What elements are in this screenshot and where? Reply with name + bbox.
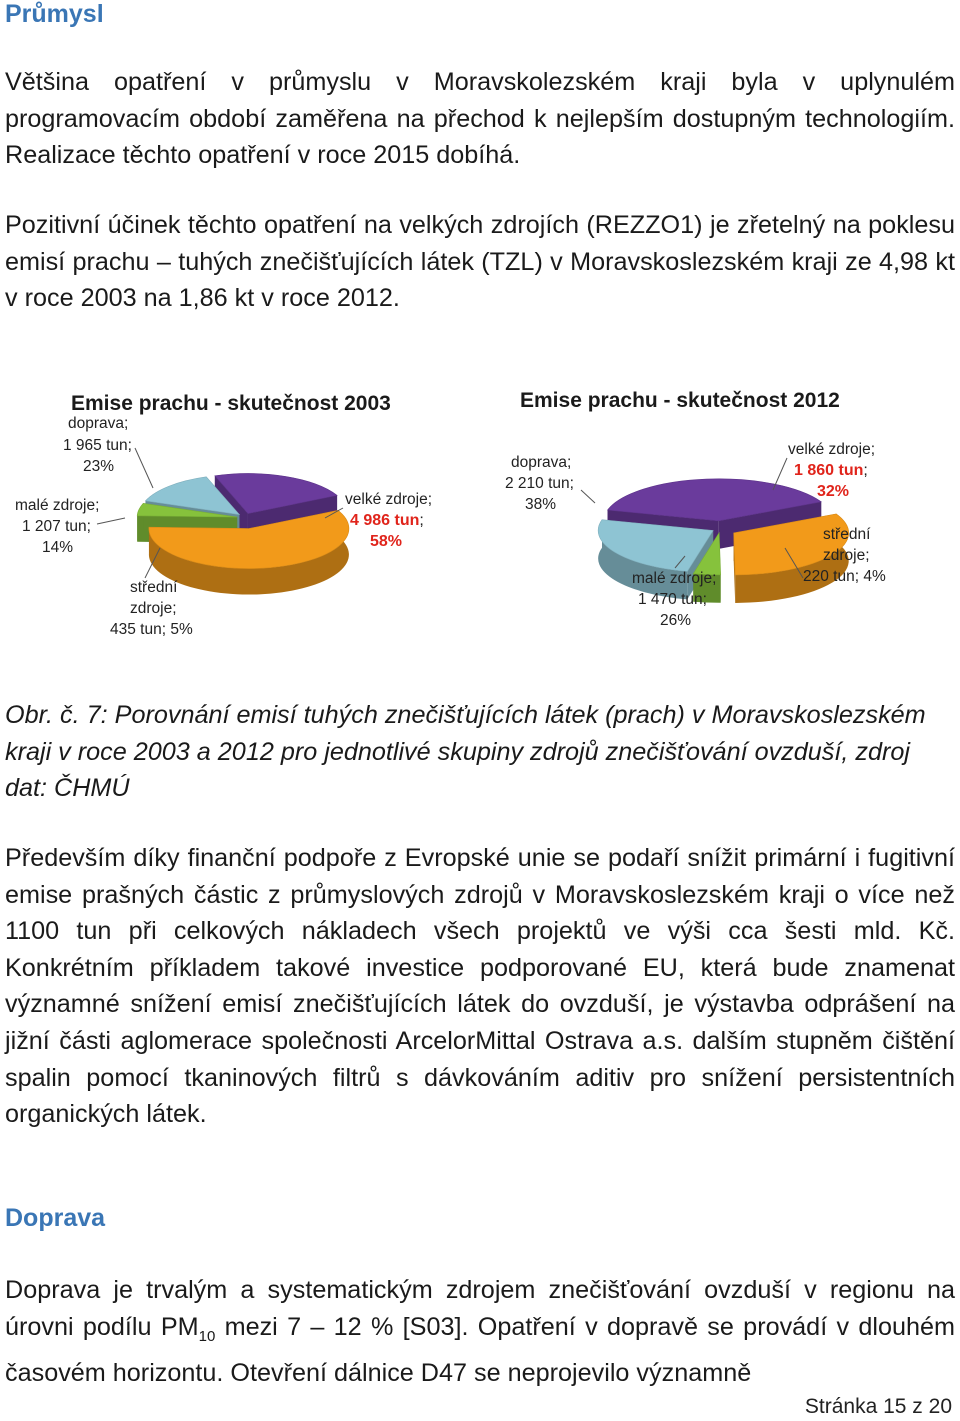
paragraph-eu-support: Především díky finanční podpoře z Evropské unie se podaří snížit primární i fugitivní emise prašných částic z průmyslových zdrojů v Moravskoslezském kraji o více než 1100 tun při celkových nákladech všech projektů ve výši cca šesti mld. Kč. Konkrétním příkladem takové investice podporované EU, která bude znamenat významné snížení emisí znečišťujících látek do ovzduší, je výstavba odprášení na jižní části aglomerace společnosti ArcelorMittal Ostrava a.s. dalším stupněm čištění spalin pomocí tkaninových filtrů s dávkováním aditiv pro snížení persistentních organických látek. [5,844,955,1129]
slice-label-text: střední [130,579,178,596]
slice-label-text: 220 tun; 4% [803,568,886,585]
slice-label-text: 435 tun; 5% [110,621,193,638]
slice-label-text: 1 207 tun; [22,518,91,535]
figure-caption: Obr. č. 7: Porovnání emisí tuhých znečišťujících látek (prach) v Moravskoslezském kraji v roce 2003 a 2012 pro jednotlivé skupiny zdrojů znečišťování ovzduší, zdroj dat: ČHMÚ [5,701,926,803]
slice-label-text: zdroje; [130,600,177,617]
paragraph-rezzo: Pozitivní účinek těchto opatření na velkých zdrojích (REZZO1) je zřetelný na poklesu emisí prachu – tuhých znečišťujících látek (TZL) v Moravskoslezském kraji ze 4,98 kt v roce 2003 na 1,86 kt v roce 2012. [5,211,955,313]
slice-label-3 [15,497,125,556]
slice-label-text: malé zdroje; [632,570,717,587]
pie-chart-2012 [485,378,955,668]
slice-label-text: 32% [817,483,850,500]
slice-label-text: 1 860 tun; [794,462,868,479]
slice-label-text: 23% [83,458,115,475]
slice-label-text: doprava; [511,454,572,471]
slice-label-text: 1 965 tun; [63,437,132,454]
slice-label-text: 38% [525,496,557,513]
paragraph-doprava [5,1272,955,1392]
slice-label-text: doprava; [68,415,129,432]
pm-subscript: 10 [198,1327,216,1345]
slice-label-text: zdroje; [823,547,870,564]
slice-label-text: 1 470 tun; [638,591,707,608]
pie-chart-2003 [5,378,475,668]
slice-label-text: malé zdroje; [15,497,100,514]
slice-label-text: 58% [370,533,403,550]
page-number: Stránka 15 z 20 [804,1395,952,1418]
section-heading-doprava: Doprava [5,1204,106,1232]
section-heading-prumysl: Průmysl [5,0,104,28]
slice-label-4 [505,454,595,513]
slice-label-text: 14% [42,539,74,556]
slice-label-text: 26% [660,612,692,629]
slice-label-4 [63,415,153,488]
chart-title: Emise prachu - skutečnost 2003 [71,392,391,415]
pie-charts-figure [5,378,955,668]
paragraph-doprava-part2: mezi 7 – 12 % [S03]. Opatření v dopravě se provádí v dlouhém časovém horizontu. Otevření dálnice D47 se neprojevilo významně [5,1312,955,1388]
slice-label-text: střední [823,526,871,543]
paragraph-doprava-part1: Doprava je trvalým a systematickým zdrojem znečišťování ovzduší v regionu na úrovni podílu PM [5,1276,955,1341]
slice-label-text: velké zdroje; [345,491,433,508]
pie-slices [137,474,349,595]
slice-label-text: velké zdroje; [788,441,876,458]
chart-title: Emise prachu - skutečnost 2012 [520,389,840,412]
slice-label-text: 4 986 tun; [350,512,424,529]
paragraph-intro: Většina opatření v průmyslu v Moravskolezském kraji byla v uplynulém programovacím období zaměřena na přechod k nejlepším dostupným technologiím. Realizace těchto opatření v roce 2015 dobíhá. [5,68,955,170]
slice-label-text: 2 210 tun; [505,475,574,492]
